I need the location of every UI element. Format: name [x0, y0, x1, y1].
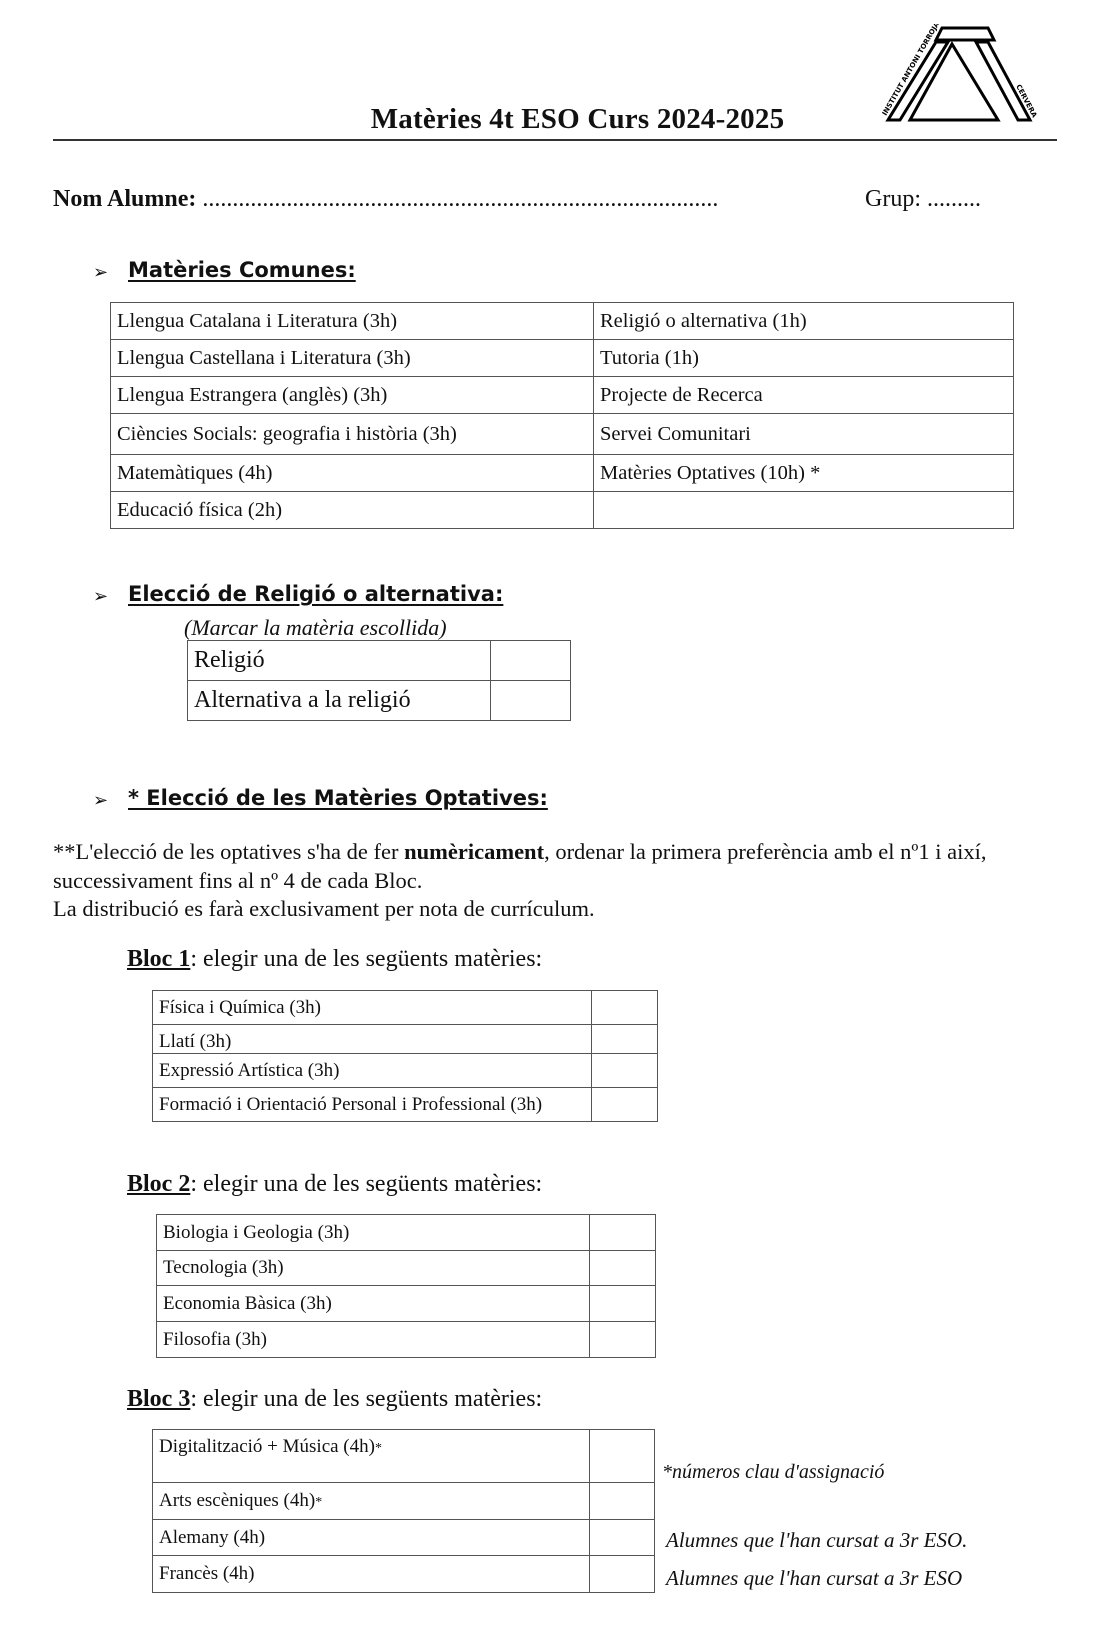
alternative-mark-box[interactable] — [491, 681, 571, 721]
religion-mark-box[interactable] — [491, 641, 571, 681]
table-row — [153, 1483, 655, 1520]
table-row — [153, 1025, 658, 1054]
bloc-1-label: Bloc 1: elegir una de les següents matèries: — [127, 946, 543, 972]
table-cell: Matèries Optatives (10h) * — [594, 455, 1014, 492]
bloc-1-table — [152, 990, 658, 1122]
table-cell: Llengua Estrangera (anglès) (3h) — [111, 377, 594, 414]
table-row — [153, 1556, 655, 1593]
table-row — [111, 303, 1014, 340]
subject-cell: Biologia i Geologia (3h) — [157, 1215, 590, 1251]
table-cell — [594, 492, 1014, 529]
arrow-bullet-icon: ➢ — [93, 790, 109, 811]
table-row — [111, 377, 1014, 414]
table-row — [153, 991, 658, 1025]
footnote-assignment: *números clau d'assignació — [662, 1461, 885, 1483]
arrow-bullet-icon: ➢ — [93, 586, 109, 607]
religion-table — [187, 640, 571, 721]
table-row — [111, 414, 1014, 455]
student-name-field[interactable] — [53, 186, 718, 213]
rank-input[interactable] — [592, 1025, 658, 1054]
group-field[interactable] — [865, 186, 981, 213]
table-cell: Educació física (2h) — [111, 492, 594, 529]
common-subjects-heading: Matèries Comunes: — [128, 258, 356, 282]
table-cell: Llengua Castellana i Literatura (3h) — [111, 340, 594, 377]
table-cell: Servei Comunitari — [594, 414, 1014, 455]
optatives-heading: * Elecció de les Matèries Optatives: — [128, 786, 548, 810]
bloc-2-table — [156, 1214, 656, 1358]
table-row — [153, 1088, 658, 1122]
footnote-star: * — [374, 1441, 382, 1456]
note-french: Alumnes que l'han cursat a 3r ESO — [666, 1566, 963, 1590]
rank-input[interactable] — [590, 1215, 656, 1251]
table-row — [153, 1054, 658, 1088]
subject-cell: Economia Bàsica (3h) — [157, 1286, 590, 1322]
subject-cell: Tecnologia (3h) — [157, 1251, 590, 1286]
group-label: Grup: — [865, 186, 921, 212]
table-cell: Tutoria (1h) — [594, 340, 1014, 377]
religion-option-label: Alternativa a la religió — [188, 681, 491, 721]
rank-input[interactable] — [590, 1322, 656, 1358]
note-german: Alumnes que l'han cursat a 3r ESO. — [666, 1528, 968, 1552]
table-cell: Llengua Catalana i Literatura (3h) — [111, 303, 594, 340]
rank-input[interactable] — [592, 1088, 658, 1122]
table-row — [157, 1322, 656, 1358]
subject-cell: Formació i Orientació Personal i Professional (3h) — [153, 1088, 592, 1122]
table-row — [111, 340, 1014, 377]
title-divider — [53, 139, 1057, 141]
table-row — [188, 641, 571, 681]
student-name-blank[interactable]: ...................................................................................... — [202, 186, 719, 212]
bloc-3-table — [152, 1429, 655, 1593]
subject-cell: Expressió Artística (3h) — [153, 1054, 592, 1088]
common-subjects-table — [110, 302, 1014, 529]
svg-text:INSTITUT ANTONI TORROJA: INSTITUT ANTONI TORROJA — [880, 24, 942, 118]
svg-text:CERVERA: CERVERA — [1014, 83, 1039, 120]
rank-input[interactable] — [590, 1251, 656, 1286]
subject-cell: Física i Química (3h) — [153, 991, 592, 1025]
subject-cell: Alemany (4h) — [153, 1520, 590, 1556]
table-row — [157, 1286, 656, 1322]
subject-cell: Llatí (3h) — [153, 1025, 592, 1054]
school-logo-icon — [880, 24, 1040, 128]
subject-cell: Digitalització + Música (4h)* — [153, 1430, 590, 1483]
subject-cell: Arts escèniques (4h)* — [153, 1483, 590, 1520]
table-row — [111, 492, 1014, 529]
rank-input[interactable] — [592, 1054, 658, 1088]
student-name-label: Nom Alumne: — [53, 186, 197, 212]
table-cell: Religió o alternativa (1h) — [594, 303, 1014, 340]
table-cell: Projecte de Recerca — [594, 377, 1014, 414]
rank-input[interactable] — [590, 1286, 656, 1322]
table-row — [153, 1520, 655, 1556]
page-title: Matèries 4t ESO Curs 2024-2025 — [370, 103, 785, 135]
rank-input[interactable] — [592, 991, 658, 1025]
table-row — [157, 1215, 656, 1251]
table-row — [153, 1430, 655, 1483]
optatives-instructions: **L'elecció de les optatives s'ha de fer numèricament, ordenar la primera preferència amb el nº1 i així, successivament fins al nº 4 de cada Bloc. La distribució es farà exclusivament per nota de currículum. — [53, 839, 987, 921]
table-row — [111, 455, 1014, 492]
bloc-2-label: Bloc 2: elegir una de les següents matèries: — [127, 1171, 543, 1197]
bloc-3-label: Bloc 3: elegir una de les següents matèries: — [127, 1386, 543, 1412]
rank-input[interactable] — [590, 1430, 655, 1483]
religion-heading: Elecció de Religió o alternativa: — [128, 582, 504, 606]
footnote-star: * — [315, 1495, 323, 1510]
emphasis-text: numèricament — [404, 839, 545, 864]
rank-input[interactable] — [590, 1520, 655, 1556]
group-blank[interactable]: ......... — [927, 186, 981, 212]
table-row — [188, 681, 571, 721]
table-cell: Matemàtiques (4h) — [111, 455, 594, 492]
arrow-bullet-icon: ➢ — [93, 262, 109, 283]
table-row — [157, 1251, 656, 1286]
subject-cell: Francès (4h) — [153, 1556, 590, 1593]
rank-input[interactable] — [590, 1556, 655, 1593]
religion-instruction: (Marcar la matèria escollida) — [184, 615, 447, 640]
rank-input[interactable] — [590, 1483, 655, 1520]
subject-cell: Filosofia (3h) — [157, 1322, 590, 1358]
table-cell: Ciències Socials: geografia i història (3h) — [111, 414, 594, 455]
religion-option-label: Religió — [188, 641, 491, 681]
